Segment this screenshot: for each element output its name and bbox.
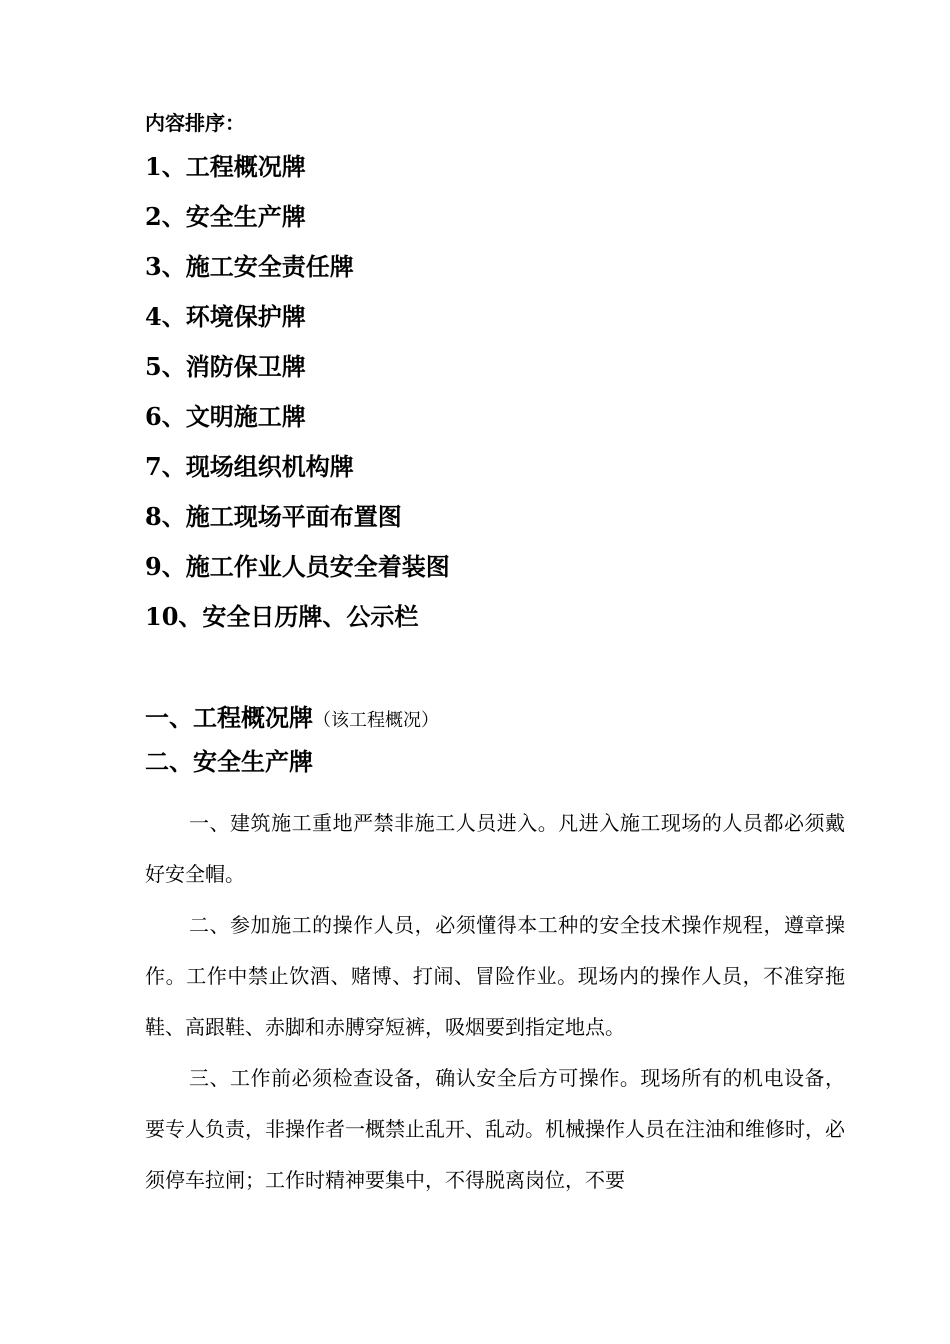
toc-item: 1、工程概况牌 [145,152,306,181]
toc-item: 6、文明施工牌 [145,402,306,431]
toc-item: 4、环境保护牌 [145,302,306,331]
toc-heading: 内容排序： [145,111,245,135]
toc-item: 10、安全日历牌、公示栏 [145,602,419,631]
paragraph: 一、建筑施工重地严禁非施工人员进入。凡进入施工现场的人员都必须戴好安全帽。 [145,811,845,886]
section-title-safety-production [145,745,313,779]
toc-item: 9、施工作业人员安全着装图 [145,552,450,581]
toc-item: 2、安全生产牌 [145,202,306,231]
body-text [145,798,845,1206]
section-title-project-overview [145,701,439,738]
toc-item: 5、消防保卫牌 [145,352,306,381]
toc-item: 8、施工现场平面布置图 [145,502,402,531]
section-title-text: 一、工程概况牌 [145,703,313,732]
toc-item: 7、现场组织机构牌 [145,452,354,481]
section-title-note: （该工程概况） [313,710,439,731]
toc-list [145,150,450,650]
toc-item: 3、施工安全责任牌 [145,252,354,281]
paragraph: 三、工作前必须检查设备，确认安全后方可操作。现场所有的机电设备，要专人负责，非操作者一概禁止乱开、乱动。机械操作人员在注油和维修时，必须停车拉闸；工作时精神要集中，不得脱离岗位，不要 [145,1066,845,1192]
paragraph: 二、参加施工的操作人员，必须懂得本工种的安全技术操作规程，遵章操作。工作中禁止饮酒、赌博、打闹、冒险作业。现场内的操作人员，不准穿拖鞋、高跟鞋、赤脚和赤膊穿短裤，吸烟要到指定地点。 [145,913,845,1039]
section-title-text: 二、安全生产牌 [145,747,313,776]
